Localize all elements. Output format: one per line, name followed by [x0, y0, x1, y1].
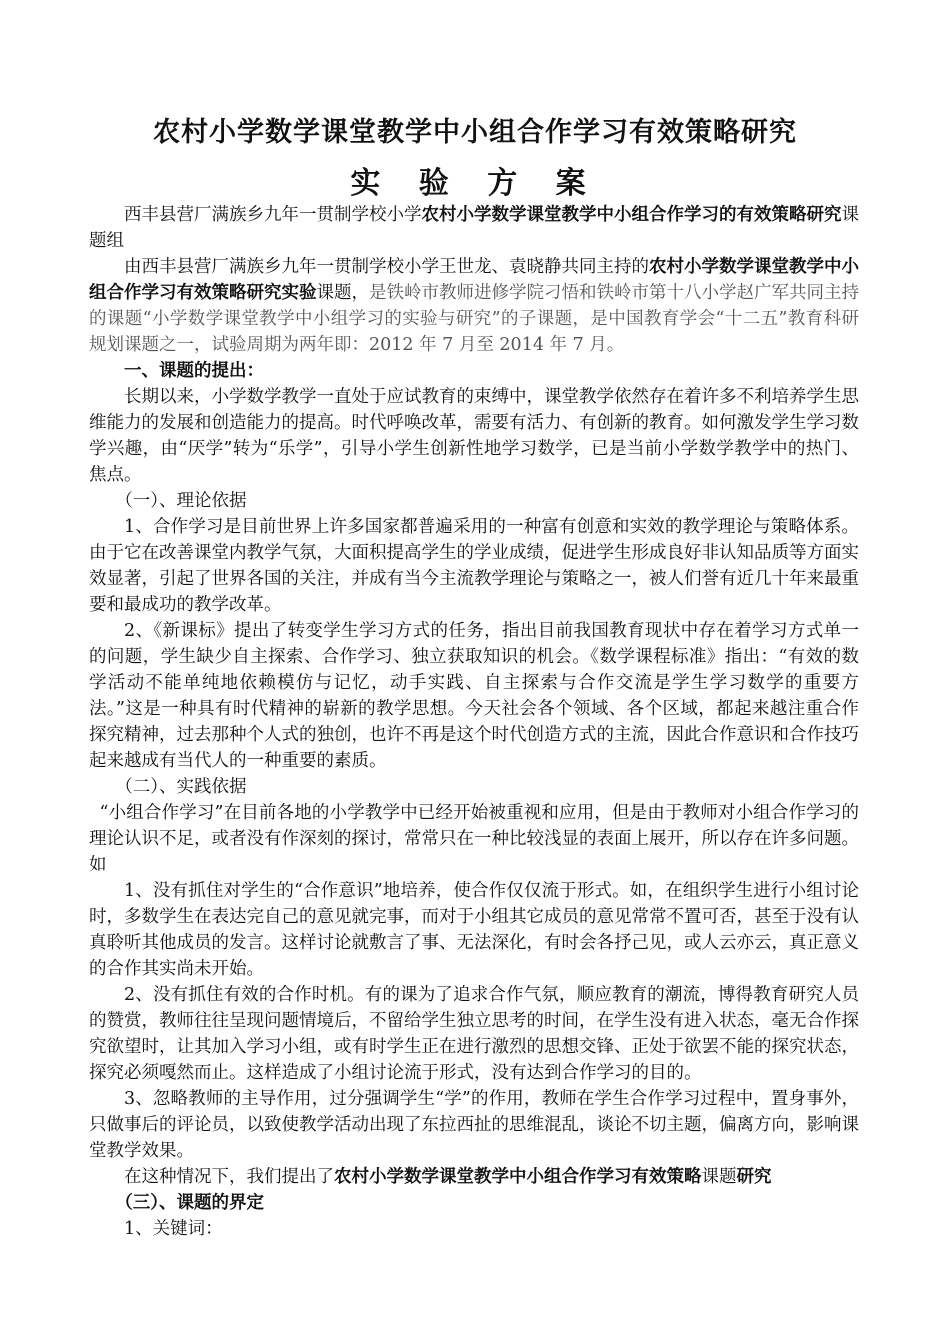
document-title: 农村小学数学课堂教学中小组合作学习有效策略研究 — [153, 117, 797, 148]
text-run: 西丰县营厂满族乡九年一贯制学校小学 — [124, 205, 422, 225]
text-run: 由西丰县营厂满族乡九年一贯制学校小学王世龙、袁晓静共同主持的 — [124, 257, 649, 277]
section-heading: （三）、课题的界定 — [115, 1193, 264, 1213]
heading-practice-basis: （二）、实践依据 — [115, 777, 247, 797]
section-heading: 一、课题的提出： — [124, 361, 264, 381]
document-body — [89, 202, 859, 1242]
paragraph-group-info — [89, 202, 859, 254]
text-run: 课题， — [316, 283, 369, 303]
paragraph-background: 长期以来，小学数学教学一直处于应试教育的束缚中，课堂教学依然存在着许多不利培养学生思维能力的发展和创造能力的提高。时代呼唤改革，需要有活力、有创新的教育。如何激发学生学习数学兴趣，由“厌学”转为“乐学”，引导小学生创新性地学习数学，已是当前小学数学教学中的热门、焦点。 — [89, 387, 859, 485]
paragraph-problem-3: 3、忽略教师的主导作用，过分强调学生“学”的作用，教师在学生合作学习过程中，置身事外，只做事后的评论员，以致使教学活动出现了东拉西扯的思维混乱，谈论不切主题，偏离方向，影响课堂教学效果。 — [89, 1089, 859, 1161]
paragraph-keywords: 1、关键词： — [124, 1219, 223, 1239]
bold-run: 研究 — [736, 1167, 772, 1187]
paragraph-theory-2: 2、《新课标》提出了转变学生学习方式的任务，指出目前我国教育现状中存在着学习方式单一的问题，学生缺少自主探索、合作学习、独立获取知识的机会。《数学课程标准》指出：“有效的数学活动不能单纯地依赖模仿与记忆，动手实践、自主探索与合作交流是学生学习数学的重要方法。”这是一种具有时代精神的崭新的教学思想。今天社会各个领域、各个区域，都起来越注重合作探究精神，过去那种个人式的独创，也许不再是这个时代创造方式的主流，因此合作意识和合作技巧起来越成有当代人的一种重要的素质。 — [89, 621, 859, 771]
paragraph-practice-intro: “小组合作学习”在目前各地的小学教学中已经开始被重视和应用，但是由于教师对小组合作学习的理论认识不足，或者没有作深刻的探讨，常常只在一种比较浅显的表面上展开，所以存在许多问题。如 — [89, 803, 859, 875]
document-subtitle: 实 验 方 案 — [350, 166, 600, 201]
heading-proposal — [89, 358, 859, 384]
paragraph-host-info — [89, 254, 859, 358]
bold-run: 农村小学数学课堂教学中小组合作学习有效策略 — [334, 1167, 702, 1187]
text-run: 课题组 — [89, 205, 859, 251]
text-run: 在这种情况下，我们提出了 — [124, 1167, 334, 1187]
paragraph-conclusion — [89, 1164, 859, 1190]
heading-theory-basis: （一）、理论依据 — [115, 491, 247, 511]
paragraph-problem-2: 2、没有抓住有效的合作时机。有的课为了追求合作气氛，顺应教育的潮流，博得教育研究人员的赞赏，教师往往呈现问题情境后，不留给学生独立思考的时间，在学生没有进入状态，毫无合作探究欲望时，让其加入学习小组，或有时学生正在进行激烈的思想交锋、正处于欲罢不能的探究状态，探究必须嘎然而止。这样造成了小组讨论流于形式，没有达到合作学习的目的。 — [89, 985, 859, 1083]
gray-run: 是铁岭市教师进修学院刁悟和铁岭市第十八小学赵广军共同主持的课题“小学数学课堂教学中小组学习的实验与研究”的子课题，是中国教育学会“十二五”教育科研规划课题之一，试验周期为两年即：2012 年 7 月至 2014 年 7 月。 — [89, 283, 859, 355]
bold-run: 农村小学数学课堂教学中小组合作学习有效策略研究实验 — [89, 257, 859, 303]
heading-definition — [89, 1190, 859, 1216]
paragraph-theory-1: 1、合作学习是目前世界上许多国家都普遍采用的一种富有创意和实效的教学理论与策略体系。由于它在改善课堂内教学气氛，大面积提高学生的学业成绩，促进学生形成良好非认知品质等方面实效显著，引起了世界各国的关注，并成有当今主流教学理论与策略之一，被人们誉有近几十年来最重要和最成功的教学改革。 — [89, 517, 859, 615]
paragraph-problem-1: 1、没有抓住对学生的“合作意识”地培养，使合作仅仅流于形式。如，在组织学生进行小组讨论时，多数学生在表达完自己的意见就完事，而对于小组其它成员的意见常常不置可否，甚至于没有认真聆听其他成员的发言。这样讨论就敷言了事、无法深化，有时会各抒己见，或人云亦云，真正意义的合作其实尚未开始。 — [89, 881, 859, 979]
bold-run: 农村小学数学课堂教学中小组合作学习的有效策略研究 — [421, 205, 842, 225]
text-run: 课题 — [701, 1167, 737, 1187]
